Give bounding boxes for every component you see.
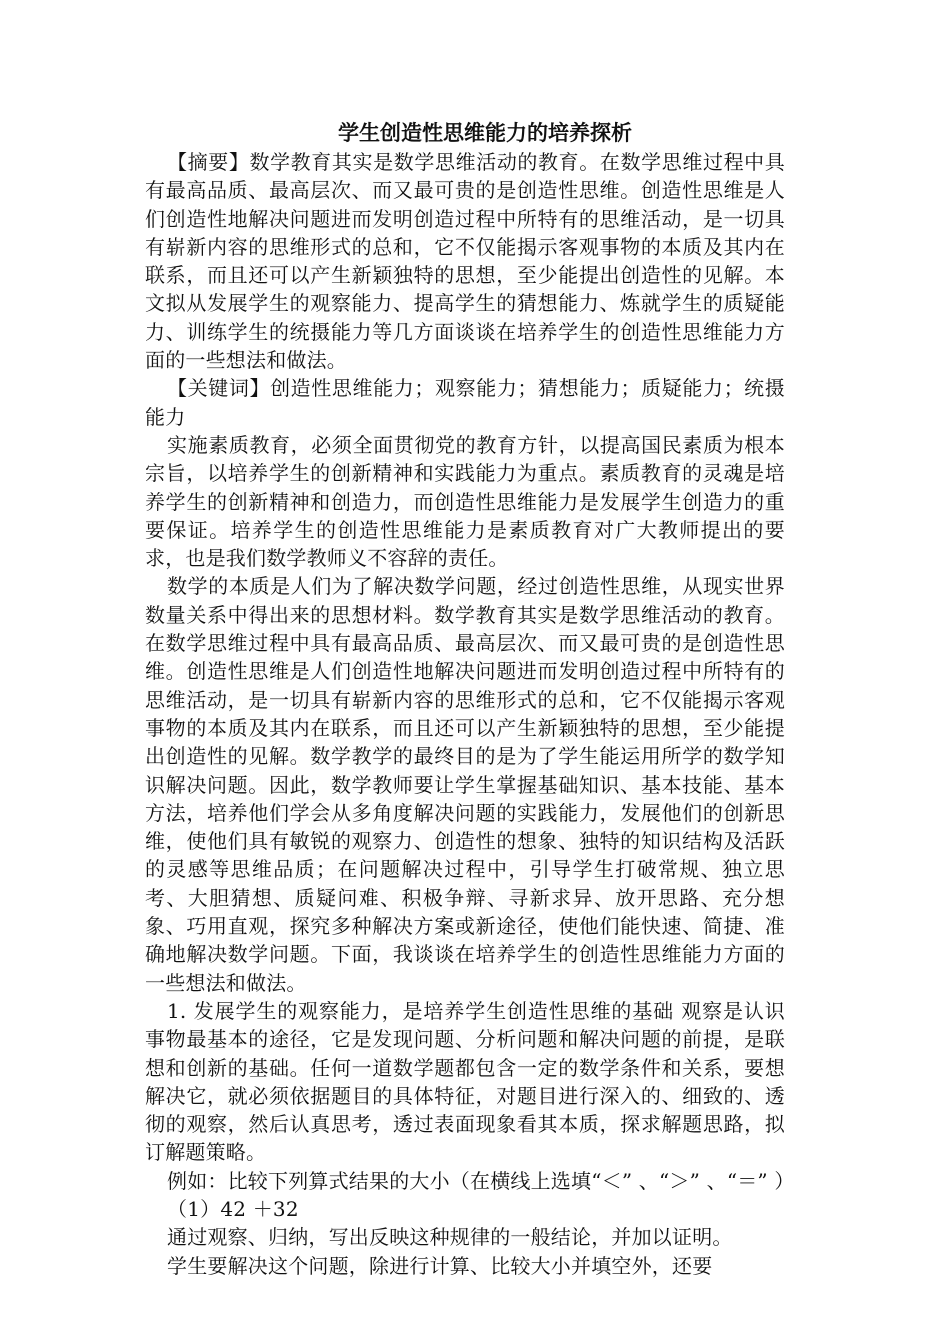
abstract-paragraph: 【摘要】数学教育其实是数学思维活动的教育。在数学思维过程中具有最高品质、最高层次、而又最可贵的是创造性思维。创造性思维是人们创造性地解决问题进而发明创造过程中所特有的思维活动，是一切具有崭新内容的思维形式的总和，它不仅能揭示客观事物的本质及其内在联系，而且还可以产生新颖独特的思想，至少能提出创造性的见解。本文拟从发展学生的观察能力、提高学生的猜想能力、炼就学生的质疑能力、训练学生的统摄能力等几方面谈谈在培养学生的创造性思维能力方面的一些想法和做法。 bbox=[145, 150, 785, 373]
section-1-paragraph: 1. 发展学生的观察能力，是培养学生创造性思维的基础 观察是认识事物最基本的途径，它是发现问题、分析问题和解决问题的前提，是联想和创新的基础。任何一道数学题都包含一定的数学条件和关系，要想解决它，就必须依据题目的具体特征，对题目进行深入的、细致的、透彻的观察，然后认真思考，透过表面现象看其本质，探求解题思路，拟订解题策略。 bbox=[145, 998, 785, 1165]
example-item-1: （1）42 ＋32 bbox=[167, 1196, 299, 1221]
document-page bbox=[145, 118, 795, 1280]
intro-paragraph: 实施素质教育，必须全面贯彻党的教育方针，以提高国民素质为根本宗旨，以培养学生的创新精神和实践能力为重点。素质教育的灵魂是培养学生的创新精神和创造力，而创造性思维能力是发展学生创造力的重要保证。培养学生的创造性思维能力是素质教育对广大教师提出的要求，也是我们数学教师义不容辞的责任。 bbox=[145, 432, 785, 571]
example-instruction: 通过观察、归纳，写出反映这种规律的一般结论，并加以证明。 bbox=[167, 1225, 733, 1250]
body-paragraph: 数学的本质是人们为了解决数学问题，经过创造性思维，从现实世界数量关系中得出来的思想材料。数学教育其实是数学思维活动的教育。在数学思维过程中具有最高品质、最高层次、而又最可贵的是创造性思维。创造性思维是人们创造性地解决问题进而发明创造过程中所特有的思维活动，是一切具有崭新内容的思维形式的总和，它不仅能揭示客观事物的本质及其内在联系，而且还可以产生新颖独特的思想，至少能提出创造性的见解。数学教学的最终目的是为了学生能运用所学的数学知识解决问题。因此，数学教师要让学生掌握基础知识、基本技能、基本方法，培养他们学会从多角度解决问题的实践能力，发展他们的创新思维，使他们具有敏锐的观察力、创造性的想象、独特的知识结构及活跃的灵感等思维品质；在问题解决过程中，引导学生打破常规、独立思考、大胆猜想、质疑问难、积极争辩、寻新求异、放开思路、充分想象、巧用直观，探究多种解决方案或新途径，使他们能快速、简捷、准确地解决数学问题。下面，我谈谈在培养学生的创造性思维能力方面的一些想法和做法。 bbox=[145, 574, 785, 995]
document-title: 学生创造性思维能力的培养探析 bbox=[338, 120, 632, 145]
example-paragraph: 例如：比较下列算式结果的大小（在横线上选填“＜” 、“＞” 、“＝” ） bbox=[167, 1168, 795, 1193]
keywords-paragraph: 【关键词】创造性思维能力；观察能力；猜想能力；质疑能力；统摄能力 bbox=[145, 376, 785, 429]
closing-paragraph: 学生要解决这个问题，除进行计算、比较大小并填空外，还要 bbox=[167, 1253, 713, 1278]
